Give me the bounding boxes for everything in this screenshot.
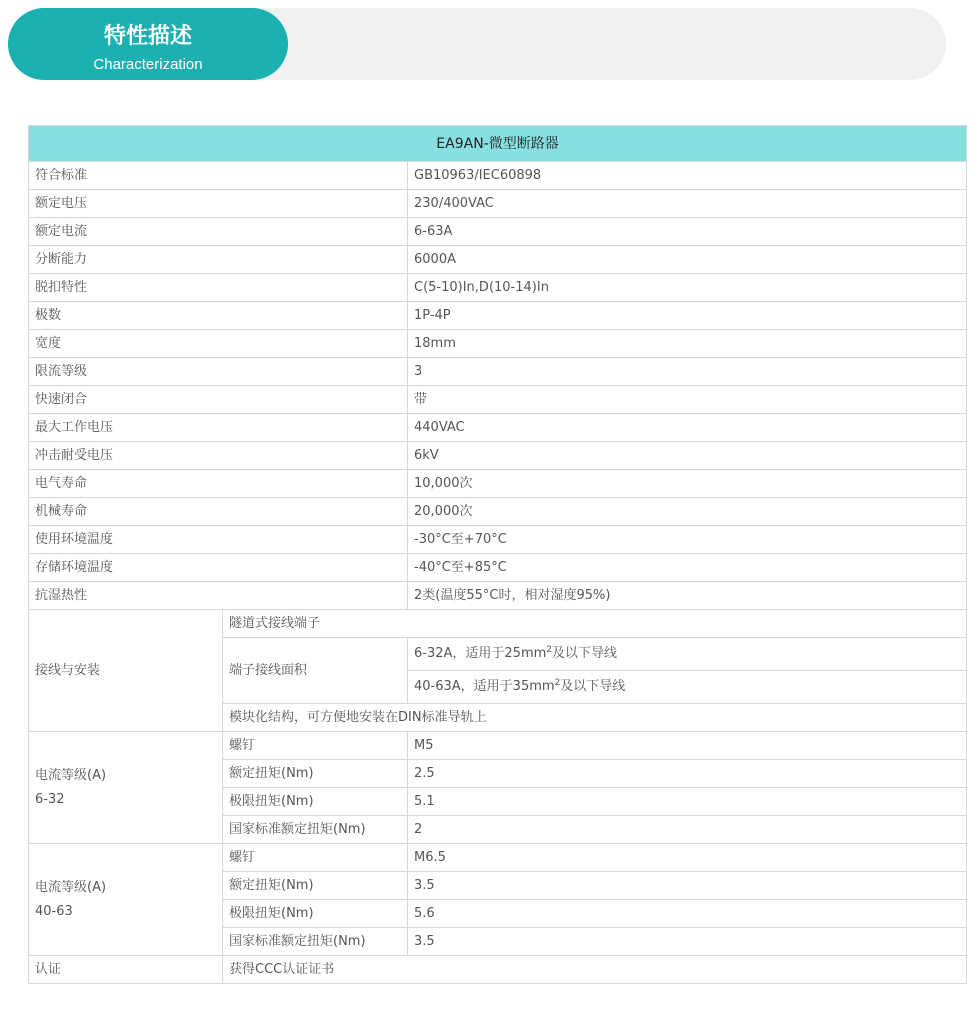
wiring-tunnel-terminal: 隧道式接线端子 [223, 610, 967, 638]
group-label-range: 40-63 [35, 903, 73, 919]
cert-label: 认证 [29, 956, 223, 984]
spec-label: 额定扭矩(Nm) [223, 872, 408, 900]
spec-label: 螺钉 [223, 844, 408, 872]
table-row [29, 358, 967, 386]
spec-value: 3.5 [408, 928, 967, 956]
spec-label: 国家标准额定扭矩(Nm) [223, 816, 408, 844]
table-row [29, 190, 967, 218]
superscript: 2 [554, 678, 561, 688]
spec-value: -30°C至+70°C [408, 526, 967, 554]
spec-value: GB10963/IEC60898 [408, 162, 967, 190]
table-row [29, 274, 967, 302]
terminal-area-text: 及以下导线 [560, 679, 626, 694]
spec-label: 存储环境温度 [29, 554, 408, 582]
table-row [29, 498, 967, 526]
current-rating-group-label [29, 732, 223, 844]
spec-label: 螺钉 [223, 732, 408, 760]
table-row [29, 470, 967, 498]
spec-value: M6.5 [408, 844, 967, 872]
spec-label: 极限扭矩(Nm) [223, 788, 408, 816]
terminal-area-label: 端子接线面积 [223, 638, 408, 704]
spec-label: 电气寿命 [29, 470, 408, 498]
group-label-line: 电流等级(A) [35, 767, 107, 783]
terminal-area-text: 6-32A，适用于25mm [414, 646, 547, 661]
table-row [29, 246, 967, 274]
spec-label: 限流等级 [29, 358, 408, 386]
wiring-label: 接线与安装 [29, 610, 223, 732]
section-title-en: Characterization [93, 56, 203, 73]
section-title-zh: 特性描述 [103, 24, 192, 49]
spec-value: 440VAC [408, 414, 967, 442]
spec-value: 6-63A [408, 218, 967, 246]
spec-label: 分断能力 [29, 246, 408, 274]
spec-label: 最大工作电压 [29, 414, 408, 442]
spec-value: 3 [408, 358, 967, 386]
table-row [29, 218, 967, 246]
group-label-line: 电流等级(A) [35, 879, 107, 895]
spec-label: 使用环境温度 [29, 526, 408, 554]
spec-value: 230/400VAC [408, 190, 967, 218]
spec-value: 带 [408, 386, 967, 414]
table-row [29, 844, 967, 872]
spec-value: 2类(温度55°C时，相对湿度95%) [408, 582, 967, 610]
table-row [29, 442, 967, 470]
spec-label: 国家标准额定扭矩(Nm) [223, 928, 408, 956]
table-row [29, 302, 967, 330]
spec-label: 极限扭矩(Nm) [223, 900, 408, 928]
spec-label: 额定电流 [29, 218, 408, 246]
spec-label: 抗湿热性 [29, 582, 408, 610]
spec-value: 6kV [408, 442, 967, 470]
spec-value: C(5-10)In,D(10-14)In [408, 274, 967, 302]
spec-label: 冲击耐受电压 [29, 442, 408, 470]
spec-value: 5.1 [408, 788, 967, 816]
spec-value: 3.5 [408, 872, 967, 900]
table-row [29, 414, 967, 442]
spec-label: 极数 [29, 302, 408, 330]
spec-value: 10,000次 [408, 470, 967, 498]
terminal-area-text: 40-63A，适用于35mm [414, 679, 555, 694]
spec-label: 脱扣特性 [29, 274, 408, 302]
section-title-pill [8, 8, 288, 80]
table-title: EA9AN-微型断路器 [29, 126, 967, 162]
terminal-area-text: 及以下导线 [552, 646, 618, 661]
spec-label: 符合标准 [29, 162, 408, 190]
spec-value: 2.5 [408, 760, 967, 788]
spec-value: 6000A [408, 246, 967, 274]
spec-label: 额定扭矩(Nm) [223, 760, 408, 788]
group-label-range: 6-32 [35, 791, 65, 807]
table-header-row [29, 126, 967, 162]
spec-label: 宽度 [29, 330, 408, 358]
spec-value: 20,000次 [408, 498, 967, 526]
spec-table [28, 125, 967, 984]
table-row [29, 330, 967, 358]
spec-value: 1P-4P [408, 302, 967, 330]
spec-label: 快速闭合 [29, 386, 408, 414]
table-row [29, 526, 967, 554]
table-row [29, 162, 967, 190]
spec-value: 2 [408, 816, 967, 844]
table-row [29, 732, 967, 760]
current-rating-group-label [29, 844, 223, 956]
cert-value: 获得CCC认证证书 [223, 956, 967, 984]
table-row [29, 582, 967, 610]
superscript: 2 [546, 645, 553, 655]
table-row [29, 554, 967, 582]
spec-value: -40°C至+85°C [408, 554, 967, 582]
spec-label: 额定电压 [29, 190, 408, 218]
spec-value: 5.6 [408, 900, 967, 928]
spec-value: M5 [408, 732, 967, 760]
spec-value: 18mm [408, 330, 967, 358]
terminal-area-value [408, 671, 967, 704]
wiring-modular: 模块化结构，可方便地安装在DIN标准导轨上 [223, 704, 967, 732]
table-row [29, 386, 967, 414]
spec-label: 机械寿命 [29, 498, 408, 526]
table-row [29, 610, 967, 638]
table-row [29, 956, 967, 984]
terminal-area-value [408, 638, 967, 671]
